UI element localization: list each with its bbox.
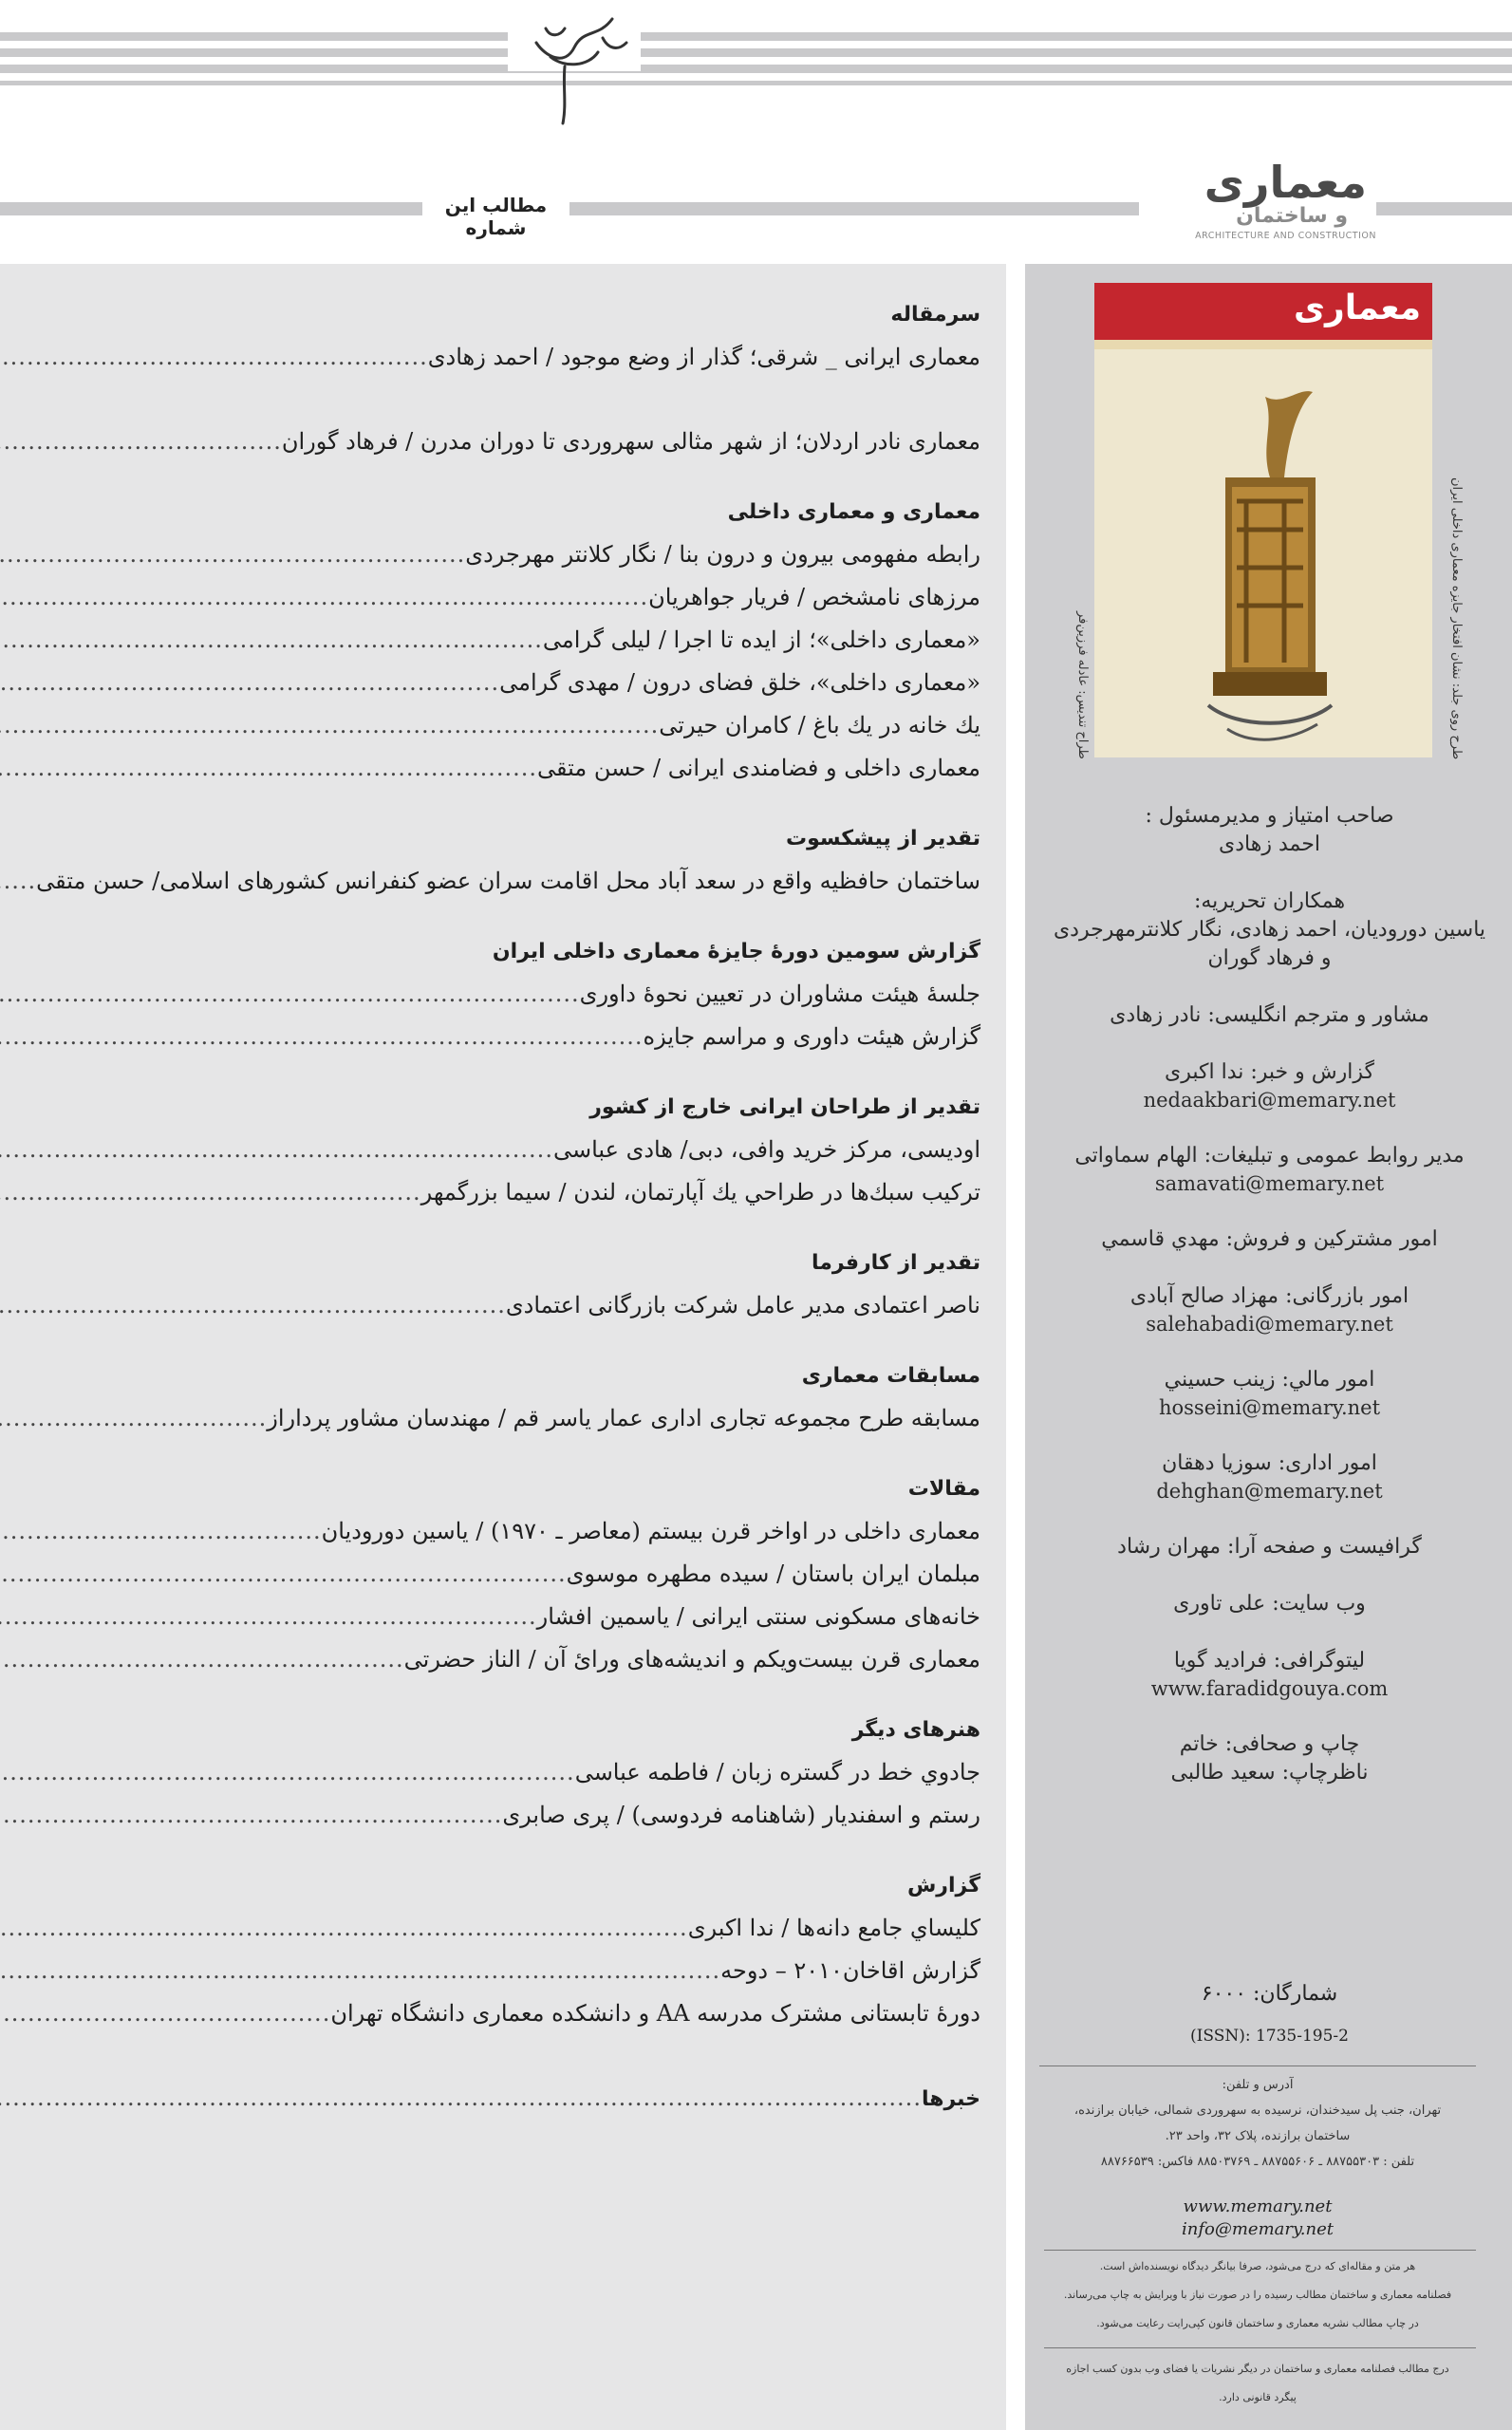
toc-entry[interactable]: [27, 1638, 980, 1681]
section-label: مطالب این شماره: [444, 194, 548, 239]
toc-entry-title: ترکیب سبك‌ها در طراحي يك آپارتمان، لندن / سيما بزرگمهر: [420, 1179, 980, 1206]
staff-credit: [1035, 1366, 1504, 1421]
dot-leader: [0, 2077, 922, 2120]
staff-credit-line: امور اداری: سوزيا دهقان: [1162, 1451, 1377, 1475]
dot-leader: [0, 1284, 506, 1327]
toc-section: [27, 1865, 980, 2120]
address-block: [1039, 2072, 1476, 2175]
dot-leader: [0, 619, 543, 662]
toc-entry-title: یك خانه در یك باغ / كامران حیرتی: [659, 712, 980, 738]
dot-leader: [0, 336, 428, 379]
toc-section: [27, 1355, 980, 1440]
toc-entry[interactable]: [27, 1284, 980, 1327]
text-line: درج مطالب فصلنامه معماری و ساختمان در دیگر نشریات یا فضای وب بدون کسب اجازه: [1066, 2363, 1449, 2375]
dot-leader: [0, 1907, 688, 1950]
sculpture-credit: طراح تندیس: عادله فرزین‌فر: [1075, 611, 1090, 759]
toc-section: [27, 492, 980, 790]
website-link[interactable]: www.memary.net: [1183, 2196, 1333, 2216]
staff-credit-line: مدیر روابط عمومی و تبلیغات: الهام سماواتی: [1074, 1144, 1465, 1168]
staff-email[interactable]: www.faradidgouya.com: [1150, 1677, 1389, 1700]
trophy-illustration: [1094, 283, 1432, 757]
text-line: تلفن : ۸۸۷۵۵۳۰۳ ـ ۸۸۷۵۵۶۰۶ ـ ۸۸۵۰۳۷۶۹ فاکس: ۸۸۷۶۶۵۳۹: [1100, 2155, 1415, 2169]
toc-section-title: هنرهای دیگر: [851, 1718, 980, 1742]
toc-entry-title: گزارش هیئت داوری و مراسم جایزه: [643, 1023, 980, 1050]
toc-entry[interactable]: [27, 747, 980, 790]
dot-leader: [0, 1596, 537, 1638]
toc-entry-title: «معماری داخلی»؛ از ایده تا اجرا / لیلی گرامی: [542, 626, 980, 653]
toc-section: [27, 1087, 980, 1214]
staff-credit-line: لیتوگرافی: فرادید گویا: [1173, 1649, 1366, 1673]
staff-credit-line: یاسین دورودیان، احمد زهادی، نگار کلانترمهرجردی: [1053, 918, 1486, 942]
divider: [1044, 2250, 1476, 2251]
staff-credit: [1035, 1590, 1504, 1618]
staff-credit: [1035, 1730, 1504, 1787]
text-line: ساختمان برازنده، پلاک ۳۲، واحد ۲۳.: [1165, 2129, 1351, 2143]
staff-credit-line: همکاران تحریریه:: [1193, 889, 1346, 913]
staff-credit: [1035, 1058, 1504, 1113]
staff-credit: [1035, 1001, 1504, 1030]
toc-section: [27, 1243, 980, 1327]
circulation: شمارگان: ۶۰۰۰: [1201, 1982, 1338, 2006]
staff-credit: [1035, 802, 1504, 859]
text-line: در چاپ مطالب نشریه معماری و ساختمان قانون کپی‌رایت رعایت می‌شود.: [1096, 2317, 1419, 2329]
toc-entry-title: گزارش اقاخان۲۰۱۰ – دوحه: [720, 1957, 980, 1984]
toc-entry-title: «معماری داخلی»، خلق فضای درون / مهدی گرامی: [499, 669, 980, 696]
toc-section-title: معماری و معماری داخلی: [727, 500, 980, 524]
toc-entry[interactable]: [27, 336, 980, 379]
staff-credit: [1035, 1647, 1504, 1702]
cover-title: معماری: [1294, 289, 1421, 327]
toc-section-title: تقدیر از طراحان ایرانی خارج از کشور: [589, 1095, 980, 1119]
bismillah-calligraphy: [508, 0, 641, 128]
staff-email[interactable]: nedaakbari@memary.net: [1143, 1089, 1396, 1112]
dot-leader: [0, 576, 648, 619]
toc-entry-title: معماری نادر اردلان؛ از شهر مثالی سهروردی تا دوران مدرن / فرهاد گوران: [281, 428, 980, 455]
toc-entry[interactable]: [27, 973, 980, 1016]
staff-credit-line: مشاور و مترجم انگلیسی: نادر زهادی: [1110, 1003, 1429, 1027]
dot-leader: [0, 1016, 644, 1058]
header-rule-middle: [569, 202, 1139, 215]
staff-credit-line: ناظرچاپ: سعید طالبی: [1170, 1761, 1369, 1785]
toc-entry-title: خانه‌های مسکونی سنتی ایرانی / یاسمین افشار: [536, 1603, 980, 1630]
toc-entry[interactable]: [27, 1907, 980, 1950]
staff-credit-line: امور مالي: زينب حسيني: [1164, 1368, 1375, 1392]
copyright-note: [1039, 2355, 1476, 2412]
toc-entry[interactable]: [27, 576, 980, 619]
toc-entry[interactable]: [27, 1751, 980, 1794]
toc-entry-title: دورۀ تابستانی مشترک مدرسه AA و دانشکده معماری دانشگاه تهران: [330, 2000, 980, 2027]
toc-entry-title: کلیساي جامع دانه‌ها / ندا اکبری: [687, 1915, 980, 1941]
staff-credit-line: گرافیست و صفحه آرا: مهران رشاد: [1117, 1535, 1422, 1559]
divider: [1044, 2347, 1476, 2348]
toc-entry-title: رستم و اسفندیار (شاهنامه فردوسی) / پری صابری: [502, 1802, 980, 1828]
dot-leader: [0, 662, 499, 704]
toc-entry-title: ساختمان حافظیه واقع در سعد آباد محل اقامت سران عضو کنفرانس کشورهای اسلامی/ حسن متقی: [36, 868, 980, 894]
toc-entry[interactable]: [27, 1794, 980, 1837]
toc-entry[interactable]: [27, 1129, 980, 1171]
toc-entry[interactable]: [27, 2077, 980, 2120]
header-rule-right: [1376, 202, 1512, 215]
staff-credit: [1035, 1225, 1504, 1254]
toc-section-title: مقالات: [907, 1477, 980, 1501]
magazine-logo: [1148, 157, 1376, 247]
issn: (ISSN): 1735-195-2: [1190, 2027, 1349, 2046]
cover-image: [1094, 283, 1432, 757]
staff-credit: [1035, 1142, 1504, 1197]
toc-entry-title: جادوي خط در گستره زبان / فاطمه عباسی: [574, 1759, 980, 1785]
toc-entry-title: معماری قرن بیست‌ویکم و اندیشه‌های ورائ آن / الناز حضرتی: [403, 1646, 980, 1673]
dot-leader: [0, 1553, 567, 1596]
staff-credit-line: و فرهاد گوران: [1207, 946, 1332, 970]
toc-section-title: گزارش: [906, 1874, 980, 1897]
toc-entry[interactable]: [27, 1510, 980, 1553]
dot-leader: [0, 860, 36, 903]
dot-leader: [0, 1794, 502, 1837]
email-link[interactable]: info@memary.net: [1182, 2219, 1334, 2239]
staff-credit-line: وب سایت: علی تاوری: [1173, 1592, 1366, 1616]
toc-entry-title: مسابقه طرح مجموعه تجاری اداری عمار یاسر قم / مهندسان مشاور پرداراز: [267, 1405, 980, 1431]
staff-credit: [1035, 1533, 1504, 1561]
staff-credit-line: صاحب امتیاز و مدیرمسئول :: [1145, 804, 1394, 828]
logo-main-text: معماری: [1204, 157, 1367, 208]
toc-entry-title: اودیسی، مرکز خرید وافی، دبی/ هادی عباسی: [552, 1136, 980, 1163]
dot-leader: [0, 1950, 720, 1992]
logo-sub-text: و ساختمان: [1236, 204, 1348, 228]
logo-latin-text: ARCHITECTURE AND CONSTRUCTION: [1195, 231, 1376, 241]
toc-entry[interactable]: [27, 860, 980, 903]
dot-leader: [0, 1992, 330, 2035]
toc-section: [27, 931, 980, 1058]
toc-section-title: سرمقاله: [890, 303, 980, 327]
text-line: پیگرد قانونی دارد.: [1219, 2391, 1297, 2403]
staff-email[interactable]: samavati@memary.net: [1154, 1172, 1385, 1195]
toc-entry[interactable]: [27, 1171, 980, 1214]
dot-leader: [0, 973, 580, 1016]
web-contact: [1039, 2196, 1476, 2241]
text-line: فصلنامه معماری و ساختمان مطالب رسیده را در صورت نیاز با ویرایش به چاپ می‌رساند.: [1063, 2289, 1452, 2301]
toc-entry-title: جلسۀ هیئت مشاوران در تعیین نحوۀ داوری: [579, 981, 980, 1007]
toc-section-title: گزارش سومین دورۀ جایزۀ معماری داخلی ایران: [492, 940, 980, 963]
toc-entry[interactable]: [27, 533, 980, 576]
staff-credit-line: چاپ و صحافی: خاتم: [1179, 1732, 1360, 1756]
dot-leader: [0, 1397, 267, 1440]
toc-section-title: تقدیر از پیشکسوت: [786, 827, 980, 850]
staff-credit-line: احمد زهادی: [1219, 832, 1320, 856]
staff-credit: [1035, 1282, 1504, 1337]
toc-entry[interactable]: [27, 421, 980, 463]
dot-leader: [0, 1129, 553, 1171]
staff-credit-line: گزارش و خبر: ندا اکبری: [1165, 1060, 1374, 1084]
text-line: تهران، جنب پل سیدخندان، نرسیده به سهروردی شمالی، خیابان برازنده،: [1073, 2103, 1442, 2118]
staff-email[interactable]: hosseini@memary.net: [1158, 1396, 1381, 1419]
dot-leader: [0, 1510, 322, 1553]
toc-section-title: مسابقات معماری: [801, 1364, 980, 1388]
staff-credit-line: امور مشترکین و فروش: مهدي قاسمي: [1101, 1227, 1438, 1251]
toc-entry[interactable]: [27, 1950, 980, 1992]
top-decorative-stripes: [0, 32, 1512, 89]
table-of-contents: [27, 285, 980, 2120]
toc-entry-title: معماری داخلی در اواخر قرن بیستم (معاصر ـ ۱۹۷۰) / یاسین دورودیان: [321, 1518, 980, 1544]
toc-section: [27, 294, 980, 463]
dot-leader: [0, 1751, 575, 1794]
staff-credit: [1035, 888, 1504, 973]
cover-caption: طرح روی جلد: نشان افتخار جایزه معماری داخلی ایران: [1449, 477, 1464, 759]
toc-entry-title: ناصر اعتمادی مدیر عامل شرکت بازرگانی اعتمادی: [505, 1292, 980, 1318]
toc-section: [27, 1710, 980, 1837]
toc-entry[interactable]: [27, 1992, 980, 2035]
staff-credit-line: امور بازرگانی: مهزاد صالح آبادی: [1129, 1284, 1409, 1308]
toc-entry-title: مبلمان ایران باستان / سیده مطهره موسوی: [566, 1561, 980, 1587]
header-rule-left: [0, 202, 422, 215]
dot-leader: [0, 747, 537, 790]
toc-entry[interactable]: [27, 1397, 980, 1440]
toc-entry[interactable]: [27, 619, 980, 662]
toc-section: [27, 818, 980, 903]
toc-section: [27, 1468, 980, 1681]
toc-entry-title: مرزهای نامشخص / فریار جواهریان: [648, 584, 980, 610]
text-line: آدرس و تلفن:: [1222, 2078, 1294, 2092]
toc-entry[interactable]: [27, 1553, 980, 1596]
staff-email[interactable]: dehghan@memary.net: [1156, 1480, 1383, 1503]
toc-entry[interactable]: [27, 1596, 980, 1638]
dot-leader: [0, 1638, 404, 1681]
toc-entry-title: رابطه مفهومی بیرون و درون بنا / نگار کلانتر مهرجردی: [465, 541, 980, 568]
toc-section-title: تقدیر از کارفرما: [812, 1251, 980, 1275]
staff-email[interactable]: salehabadi@memary.net: [1146, 1313, 1393, 1336]
dot-leader: [0, 1171, 421, 1214]
toc-entry-title: معماری ایرانی _ شرقی؛ گذار از وضع موجود / احمد زهادی: [427, 344, 980, 370]
dot-leader: [0, 704, 659, 747]
dot-leader: [0, 421, 282, 463]
text-line: هر متن و مقاله‌ای که درج می‌شود، صرفا بیانگر دیدگاه نویسنده‌اش است.: [1099, 2260, 1416, 2272]
dot-leader: [0, 533, 465, 576]
toc-entry[interactable]: [27, 1016, 980, 1058]
staff-list: [1035, 802, 1504, 1816]
toc-entry[interactable]: [27, 704, 980, 747]
staff-credit: [1035, 1449, 1504, 1505]
toc-entry-title: خبرها: [921, 2087, 980, 2111]
toc-entry-title: معماری داخلی و فضامندی ایرانی / حسن متقی: [537, 755, 980, 781]
editorial-notes: [1039, 2252, 1476, 2338]
toc-entry[interactable]: [27, 662, 980, 704]
